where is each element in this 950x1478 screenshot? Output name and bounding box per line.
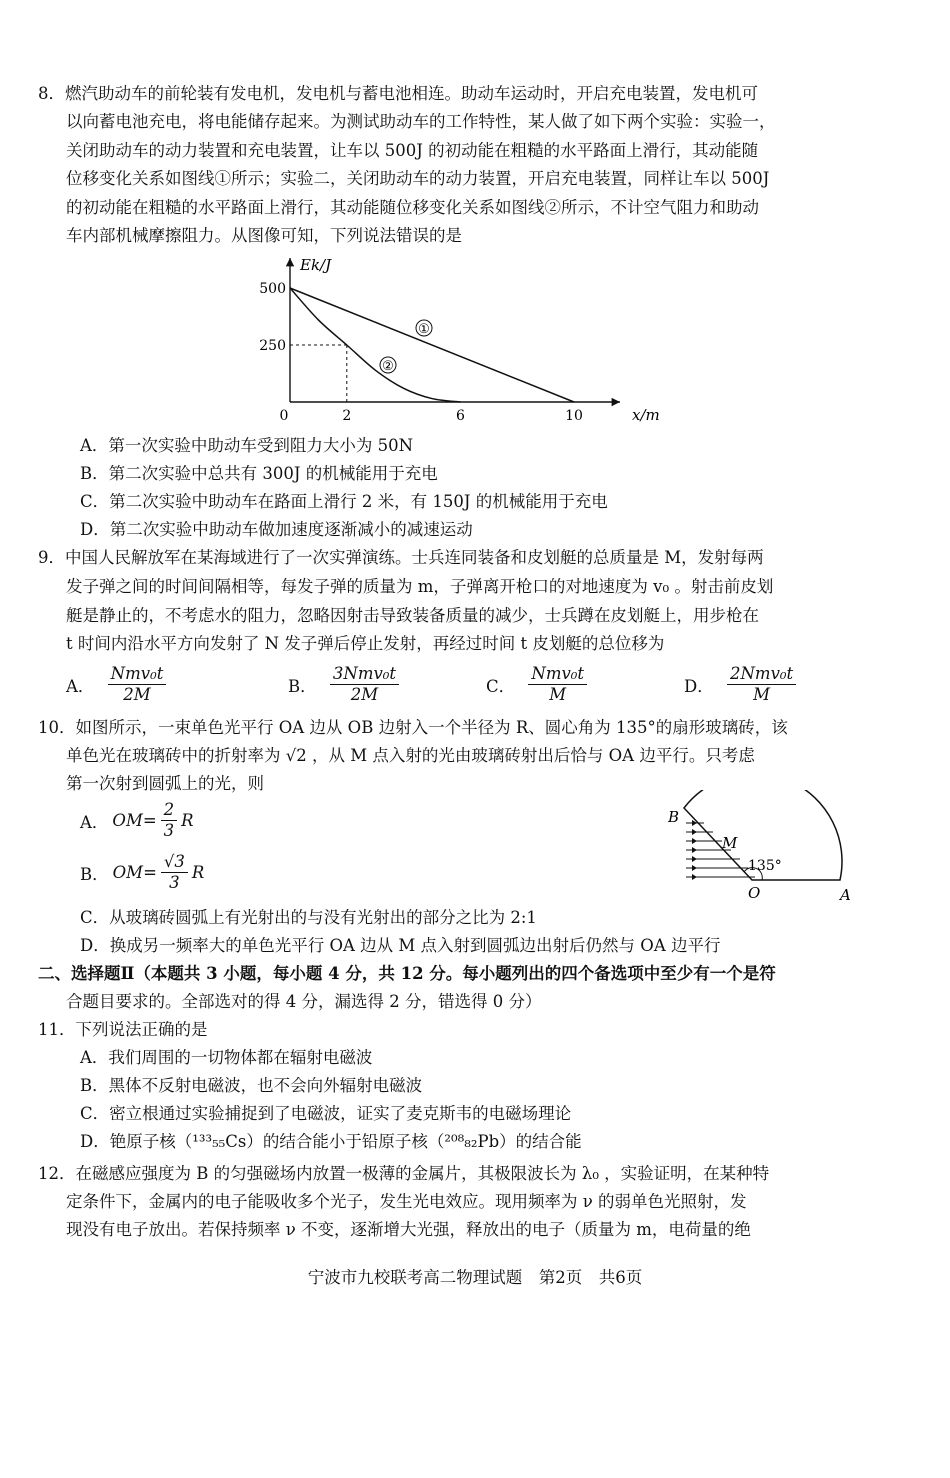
q8-line-3: 关闭助动车的动力装置和充电装置，让车以 500J 的初动能在粗糙的水平路面上滑行，其动能随 [66, 141, 759, 160]
q9-line-4: t 时间内沿水平方向发射了 N 发子弹后停止发射，再经过时间 t 皮划艇的总位移为 [66, 634, 665, 653]
q10-option-b-lhs: OM= [112, 863, 157, 882]
q9-option-b-denominator: 2M [350, 685, 379, 704]
q9-option-d-fraction [727, 664, 796, 705]
q9-option-d [684, 664, 800, 714]
x-tick-label-10: 10 [565, 408, 583, 424]
q9-option-b-fraction [330, 664, 399, 705]
arrowheads [692, 820, 697, 880]
q10-option-b-denominator: 3 [169, 873, 180, 892]
q10-option-a-numerator: 2 [161, 800, 178, 821]
q11-option-c: C．密立根通过实验捕捉到了电磁波，证实了麦克斯韦的电磁场理论 [80, 1104, 572, 1123]
q9-option-c-label: C． [486, 676, 516, 696]
label-m: M [722, 834, 738, 852]
x-tick-label-6: 6 [455, 408, 465, 424]
label-a: A [840, 886, 851, 904]
q9-option-b [288, 664, 403, 714]
q10-option-a [80, 800, 194, 850]
q9-option-c-fraction [528, 664, 587, 705]
q8-option-d: D．第二次实验中助动车做加速度逐渐减小的减速运动 [80, 520, 473, 539]
page-footer: 宁波市九校联考高二物理试题 第2页 共6页 [307, 1268, 643, 1287]
q8-line-5: 的初动能在粗糙的水平路面上滑行，其动能随位移变化关系如图线②所示，不计空气阻力和助动 [66, 198, 759, 217]
ek-x-chart [240, 250, 680, 435]
q12-line-1: 12．在磁感应强度为 B 的匀强磁场内放置一极薄的金属片，其极限波长为 λ₀ ，实验证明，在某种特 [38, 1164, 770, 1183]
q12-line-3: 现没有电子放出。若保持频率 ν 不变，逐渐增大光强，释放出的电子（质量为 m，电荷量的绝 [66, 1220, 751, 1239]
q10-line-2: 单色光在玻璃砖中的折射率为 √2 ，从 M 点入射的光由玻璃砖射出后恰与 OA 边平行。只考虑 [66, 746, 755, 765]
q10-option-a-label: A． [80, 812, 109, 832]
q9-line-2: 发子弹之间的时间间隔相等，每发子弹的质量为 m，子弹离开枪口的对地速度为 v₀ 。射击前皮划 [66, 577, 774, 596]
q10-option-a-rhs: R [181, 811, 194, 830]
q8-option-c: C．第二次实验中助动车在路面上滑行 2 米，有 150J 的机械能用于充电 [80, 492, 608, 511]
q8-line-6: 车内部机械摩擦阻力。从图像可知，下列说法错误的是 [66, 226, 462, 245]
q11-option-b: B．黑体不反射电磁波，也不会向外辐射电磁波 [80, 1076, 423, 1095]
q10-option-a-lhs: OM= [112, 811, 157, 830]
q10-line-1: 10．如图所示，一束单色光平行 OA 边从 OB 边射入一个半径为 R、圆心角为 135°的扇形玻璃砖，该 [38, 718, 788, 737]
q9-option-a-fraction [108, 664, 167, 705]
q10-option-b-fraction [161, 852, 188, 893]
x-axis-label: x/m [632, 406, 660, 424]
section-2-heading: 二、选择题Ⅱ（本题共 3 小题，每小题 4 分，共 12 分。每小题列出的四个备选项中至少有一个是符 [38, 964, 776, 983]
q9-option-c [486, 664, 591, 714]
q9-option-d-denominator: M [753, 685, 771, 704]
label-b: B [668, 808, 680, 826]
q10-option-b-label: B． [80, 864, 109, 884]
q9-line-1: 9．中国人民解放军在某海域进行了一次实弹演练。士兵连同装备和皮划艇的总质量是 M，发射每两 [38, 548, 764, 567]
label-angle: 135° [748, 858, 782, 874]
q10-option-b-numerator: √3 [161, 852, 188, 873]
q11-option-a: A．我们周围的一切物体都在辐射电磁波 [80, 1048, 373, 1067]
q9-line-3: 艇是静止的，不考虑水的阻力，忽略因射击导致装备质量的减少，士兵蹲在皮划艇上，用步枪在 [66, 606, 759, 625]
q8-line-4: 位移变化关系如图线①所示；实验二，关闭助动车的动力装置，开启充电装置，同样让车以 500J [66, 169, 770, 188]
q9-option-a-label: A． [66, 676, 95, 696]
q9-option-b-label: B． [288, 676, 317, 696]
q10-option-c: C．从玻璃砖圆弧上有光射出的与没有光射出的部分之比为 2:1 [80, 908, 537, 927]
q11-stem: 11．下列说法正确的是 [38, 1020, 208, 1039]
y-tick-label-250: 250 [259, 338, 286, 354]
q10-option-a-denominator: 3 [163, 821, 175, 840]
q10-option-b-rhs: R [191, 863, 205, 882]
q8-option-b: B．第二次实验中总共有 300J 的机械能用于充电 [80, 464, 438, 483]
section-2-heading-cont: 合题目要求的。全部选对的得 4 分，漏选得 2 分，错选得 0 分） [66, 992, 542, 1011]
x-tick-label-2: 2 [342, 408, 352, 424]
q8-line-1: 8．燃汽助动车的前轮装有发电机，发电机与蓄电池相连。助动车运动时，开启充电装置，发电机可 [38, 84, 758, 103]
q12-line-2: 定条件下，金属内的电子能吸收多个光子，发生光电效应。现用频率为 ν 的弱单色光照射，发 [66, 1192, 747, 1211]
series-1-label: ① [418, 322, 430, 337]
q9-option-a-denominator: 2M [123, 685, 151, 704]
label-o: O [748, 884, 761, 902]
origin-label: 0 [279, 408, 289, 424]
q8-option-a: A．第一次实验中助动车受到阻力大小为 50N [80, 436, 414, 455]
q8-line-2: 以向蓄电池充电，将电能储存起来。为测试助动车的工作特性，某人做了如下两个实验：实验一， [66, 112, 776, 131]
q9-option-d-numerator: 2Nmv₀t [727, 664, 796, 685]
q10-line-3: 第一次射到圆弧上的光，则 [66, 774, 264, 793]
sector-glass-diagram [660, 790, 880, 910]
y-axis-label: Ek/J [300, 256, 332, 274]
q9-option-c-denominator: M [549, 685, 567, 704]
y-tick-label-500: 500 [259, 281, 286, 297]
q9-option-a [66, 664, 170, 714]
q9-option-a-numerator: Nmv₀t [108, 664, 167, 685]
q9-option-d-label: D． [684, 676, 714, 696]
q11-option-d: D．铯原子核（¹³³₅₅Cs）的结合能小于铅原子核（²⁰⁸₈₂Pb）的结合能 [80, 1132, 582, 1151]
q10-option-a-fraction [161, 800, 178, 841]
series-2-label: ② [382, 359, 394, 374]
q10-option-d: D．换成另一频率大的单色光平行 OA 边从 M 点入射到圆弧边出射后仍然与 OA 边平行 [80, 936, 721, 955]
q9-option-c-numerator: Nmv₀t [528, 664, 587, 685]
q9-option-b-numerator: 3Nmv₀t [330, 664, 399, 685]
q10-option-b [80, 852, 204, 902]
